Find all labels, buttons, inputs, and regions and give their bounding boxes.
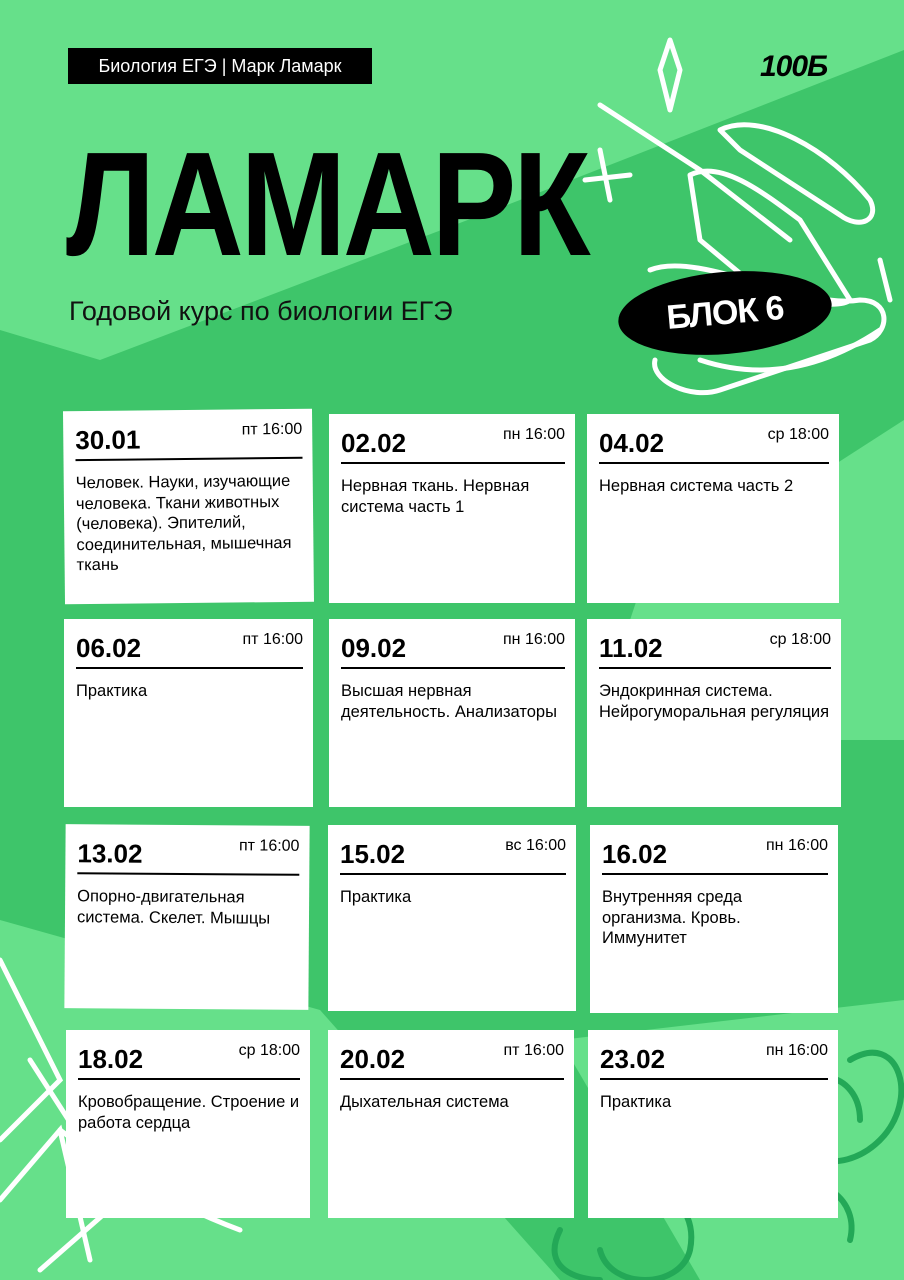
block-badge: БЛОК 6 xyxy=(615,263,835,363)
lesson-time: пт 16:00 xyxy=(242,631,303,648)
lesson-card-header xyxy=(340,1040,564,1080)
lesson-topic: Эндокринная система. Нейрогуморальная регуляция xyxy=(599,682,830,721)
lesson-card xyxy=(587,414,839,603)
lesson-card xyxy=(590,825,838,1013)
lesson-date: 09.02 xyxy=(341,633,407,663)
lesson-time: вс 16:00 xyxy=(505,837,566,854)
lesson-card-header xyxy=(602,835,828,875)
lesson-time: пт 16:00 xyxy=(503,1042,564,1059)
lesson-topic: Практика xyxy=(340,888,412,906)
lesson-topic: Нервная система часть 2 xyxy=(599,477,794,495)
lesson-time: пн 16:00 xyxy=(503,426,565,443)
lesson-date: 20.02 xyxy=(340,1044,406,1074)
lesson-date: 16.02 xyxy=(602,839,668,869)
lesson-date: 13.02 xyxy=(77,838,143,869)
lesson-date: 23.02 xyxy=(600,1044,666,1074)
lesson-card xyxy=(328,1030,574,1218)
lesson-card xyxy=(329,619,575,807)
lesson-topic: Практика xyxy=(600,1093,672,1111)
page-subtitle: Годовой курс по биологии ЕГЭ xyxy=(69,296,453,326)
lesson-card xyxy=(329,414,575,603)
lesson-topic: Человек. Науки, изучающие человека. Ткани животных (человека). Эпителий, соединительная, мышечная ткань xyxy=(75,471,292,575)
lesson-card-header xyxy=(78,1040,300,1080)
lesson-card-header xyxy=(599,424,829,464)
lesson-card xyxy=(64,619,313,807)
lesson-topic: Внутренняя среда организма. Кровь. Иммунитет xyxy=(602,888,743,947)
lesson-date: 02.02 xyxy=(341,428,407,458)
lesson-card-header xyxy=(341,629,565,669)
lesson-card xyxy=(64,824,309,1010)
lesson-card-header xyxy=(76,629,303,669)
lesson-topic: Кровобращение. Строение и работа сердца xyxy=(78,1093,300,1132)
lesson-card-header xyxy=(341,424,565,464)
lesson-time: пт 16:00 xyxy=(241,420,303,439)
lesson-date: 06.02 xyxy=(76,633,142,663)
lesson-card-header xyxy=(340,835,566,875)
lesson-topic: Нервная ткань. Нервная система часть 1 xyxy=(341,477,530,516)
lesson-card-header xyxy=(600,1040,828,1080)
brand-logo: 100Б xyxy=(760,50,828,83)
lesson-card xyxy=(587,619,841,807)
lesson-time: пн 16:00 xyxy=(503,631,565,648)
lesson-topic: Высшая нервная деятельность. Анализаторы xyxy=(341,682,557,721)
lesson-time: ср 18:00 xyxy=(238,1042,300,1059)
lesson-time: пн 16:00 xyxy=(766,1042,828,1059)
lesson-card-header xyxy=(77,834,299,876)
lesson-card xyxy=(588,1030,838,1218)
lesson-date: 15.02 xyxy=(340,839,406,869)
lesson-time: пн 16:00 xyxy=(766,837,828,854)
lesson-card xyxy=(328,825,576,1011)
lesson-topic: Практика xyxy=(76,682,148,700)
lesson-card-header xyxy=(599,629,831,669)
lesson-time: ср 18:00 xyxy=(769,631,831,648)
lesson-card xyxy=(63,409,314,605)
lesson-card-header xyxy=(75,419,302,461)
lesson-card xyxy=(66,1030,310,1218)
course-tag: Биология ЕГЭ | Марк Ламарк xyxy=(68,48,372,84)
lesson-topic: Дыхательная система xyxy=(340,1093,509,1111)
lesson-time: пт 16:00 xyxy=(238,837,300,855)
lesson-date: 04.02 xyxy=(599,428,665,458)
lesson-time: ср 18:00 xyxy=(767,426,829,443)
lesson-date: 18.02 xyxy=(78,1044,144,1074)
page-title: ЛАМАРК xyxy=(66,122,588,287)
lesson-date: 30.01 xyxy=(75,424,141,456)
lesson-topic: Опорно-двигательная система. Скелет. Мышцы xyxy=(76,887,271,928)
lesson-date: 11.02 xyxy=(599,633,663,663)
